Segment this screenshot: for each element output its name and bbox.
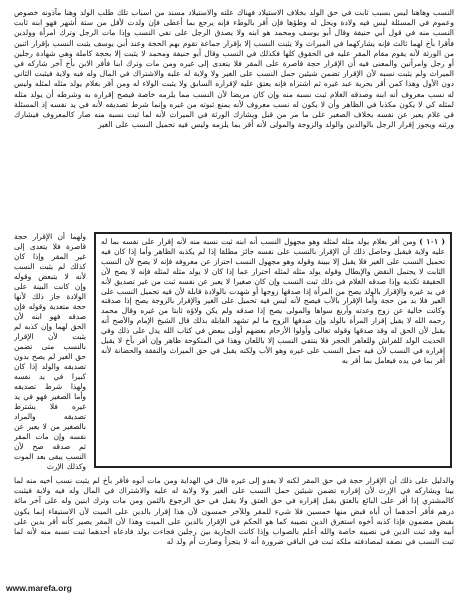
book-page xyxy=(14,8,454,580)
side-paragraph: ولهما أن الإقرار حجة قاصرة فلا يتعدى إلى غير المقر وإذا كان كذلك لم يثبت النسب لأنه لا يتبعض وقوله وإن كانت البينة على الولادة جاز ذلك لأنها حجة متعدية وقوله فإن صدقه فهو ابنه لأن الحق لهما وإن كذبه لم يثبت لأن الإقرار بالنسب متى تضمن حق الغير لم يصح بدون تصديقه والولد إذا كان كبيرا في يد نفسه ولهذا شرط تصديقه وأما الصغير فهو في يد غيره فلا يشترط تصديقه والمراد بالصغير من لا يعبر عن نفسه وإن مات المقر ثم صدقه صح لأن النسب يبقى بعد الموت وكذلك الإرث xyxy=(14,232,86,471)
bottom-paragraph: والدليل على ذلك أن الإقرار حجة في حق المقر لكنه لا يعدو إلى غيره قال في الهداية ومن مات أبوه فأقر بأخ لم يثبت نسب أخيه منه لما بينا ويشاركه في الإرث لأن إقراره تضمن شيئين حمل النسب على الغير ولا ولاية له عليه والاشتراك في المال وله فيه ولاية فيثبت كالمشتري إذا أقر على البائع بالعتق يقبل إقراره في حق العتق ولا يقبل في حق الرجوع بالثمن ومن مات وترك ابنين وله على آخر مائة درهم فأقر أحدهما أن أباه قبض منها خمسين فلا شيء للمقر وللآخر خمسون لأن هذا إقرار بالدين على الميت لأن الاستيفاء إنما يكون بقبض مضمون فإذا كذبه أخوه استغرق الدين نصيبه كما هو الحكم في الإقرار بالدين على الميت وهذا لأن المقر يصير كأنه أقر بدين على أبيه وقد ثبت الدين في نصيبه خاصة والله أعلم بالصواب وإذا كانت الجارية بين رجلين فجاءت بولد فادعاه أحدهما ثبت نسبه منه لأنه لما ثبت النسب في نصفه لمصادفته ملكه ثبت في الباقي ضرورة أنه لا يتجزأ وصارت أم ولد له xyxy=(14,476,454,547)
top-paragraph: النسب وهاهنا ليس بسبب ثابت في حق الولد بخلاف الاستيلاد فهناك علته والاستيلاد مسند من اسباب تلك طلب الولد وهنا مآذونه خصوص وعموم في المسئلة ليس فيه ولادة ويحل له وطؤها فإن أقر بالوطء فإنه يرجع بما أعطى فإن ولدت لأقل من ستة أشهر فهو ابنه ثابت النسب منه في قول أبي حنيفة وقال أبو يوسف ومحمد هو ابنه ولا يصدق الرجل على نفي النسب وإذا مات الرجل وترك امرأة وولدين فأقرا بأخ لهما ثالث فإنه يشاركهما في الميراث ولا يثبت النسب إلا بإقرار جماعة تقوم بهم الحجة وعند أبي يوسف يثبت النسب بإقرار اثنين من الورثة لأنه يقوم مقام المقر عليه في الحقوق كلها فكذلك في النسب وقال أبو حنيفة ومحمد لا يثبت إلا بحجة كاملة وهي شهادة رجلين أو رجل وامرأتين والمعنى فيه أن الإقرار حجة قاصرة على المقر فلا يتعدى إلى غيره ومن مات وترك ابنا فأقر الابن بأخ آخر شاركه في الميراث ولم يثبت نسبه لأن الإقرار تضمن شيئين حمل النسب على الغير ولا ولاية له عليه والاشتراك في المال وله فيه ولاية فيثبت الثاني دون الأول وهذا كمن أقر بحرية عبد غيره ثم اشتراه فإنه يعتق عليه لإقراره السابق ولا يثبت الولاء له ومن أقر بغلام يولد مثله لمثله وليس له نسب معروف أنه ابنه وصدقه الغلام ثبت نسبه منه وإن كان مريضا لأن النسب مما يلزمه خاصة فيصح إقراره به وشرطه أن يولد مثله لمثله كي لا يكون مكذبا في الظاهر وأن لا يكون له نسب معروف لأنه يمنع ثبوته من غيره وإنما شرط تصديقه لأنه في يد نفسه إذ المسئلة في غلام يعبر عن نفسه بخلاف الصغير على ما مر من قبل ويشارك الورثة في الميراث لأنه لما ثبت نسبه منه صار كالمعروف فيشارك ورثته ويجوز إقرار الرجل بالوالدين والولد والزوجة والمولى لأنه أقر بما يلزمه وليس فيه تحميل النسب على الغير xyxy=(14,8,454,130)
top-text-section xyxy=(14,8,454,230)
boxed-matn-text xyxy=(94,232,452,468)
page-number: ( ١٠١ ) xyxy=(419,237,446,246)
box-paragraph-text: ومن أقر بغلام يولد مثله لمثله وهو مجهول النسب أنه ابنه ثبت نسبه منه لأنه إقرار على نفسه بما له عليه ولاية فيقبل وحاصل ذلك أن الإقرار بالنسب على نفسه جائز مطلقا إذا لم يكذبه الظاهر وأما إذا كان فيه تحميل النسب على الغير فلا يقبل إلا ببينة وقوله وهو مجهول النسب احتراز عن معروفه فإنه لا يصح لأن النسب الثابت لا يحتمل النقض والإبطال وقوله يولد مثله لمثله احتراز عما إذا كان لا يولد مثله لمثله فإنه لا يصح لأن الحقيقة تكذبه وإذا صدقه الغلام في ذلك ثبت النسب وإن كان صغيرا لا يعبر عن نفسه ثبت من غير تصديق لأنه في يد غيره والإقرار بالولد يصح من المرأة إذا صدقها زوجها أو شهدت بالولادة قابلة لأن فيه تحميل النسب على الغير فلا بد من حجة وأما الإقرار بالأب فيصح لأنه ليس فيه تحميل على الغير والإقرار بالزوجة يصح إذا صدقته وكانت خالية عن زوج وعدته وأربع سواها والمولى يصح إذا صدقه ولم يكن ولاؤه ثابتا من غيره وقال محمد رحمه الله لا يقبل إقرار المرأة بالولد وإن صدقها الزوج ما لم تشهد القابلة بذلك قال الشيخ الإمام والأصح أنه يقبل لأن الحق له وقد صدقها وقوله تعالى وأولوا الأرحام بعضهم أولى ببعض في كتاب الله يدل على ذلك وفي الحديث الولد للفراش وللعاهر الحجر فلا ينتفي النسب إلا باللعان وهذا في المنكوحة ظاهر وإن أقر بأخ لا يقبل إقراره في النسب لأن فيه حمل النسب على غيره وهو الأب ولكنه يقبل في حق الميراث والنفقة والحضانة لأنه أقر بما في يده فيعامل بما أقر به xyxy=(101,237,445,365)
side-margin-column xyxy=(14,232,86,472)
middle-section xyxy=(14,232,454,476)
website-watermark: www.marefa.org xyxy=(6,583,72,593)
box-paragraph xyxy=(101,237,445,366)
bottom-text-section xyxy=(14,476,454,588)
